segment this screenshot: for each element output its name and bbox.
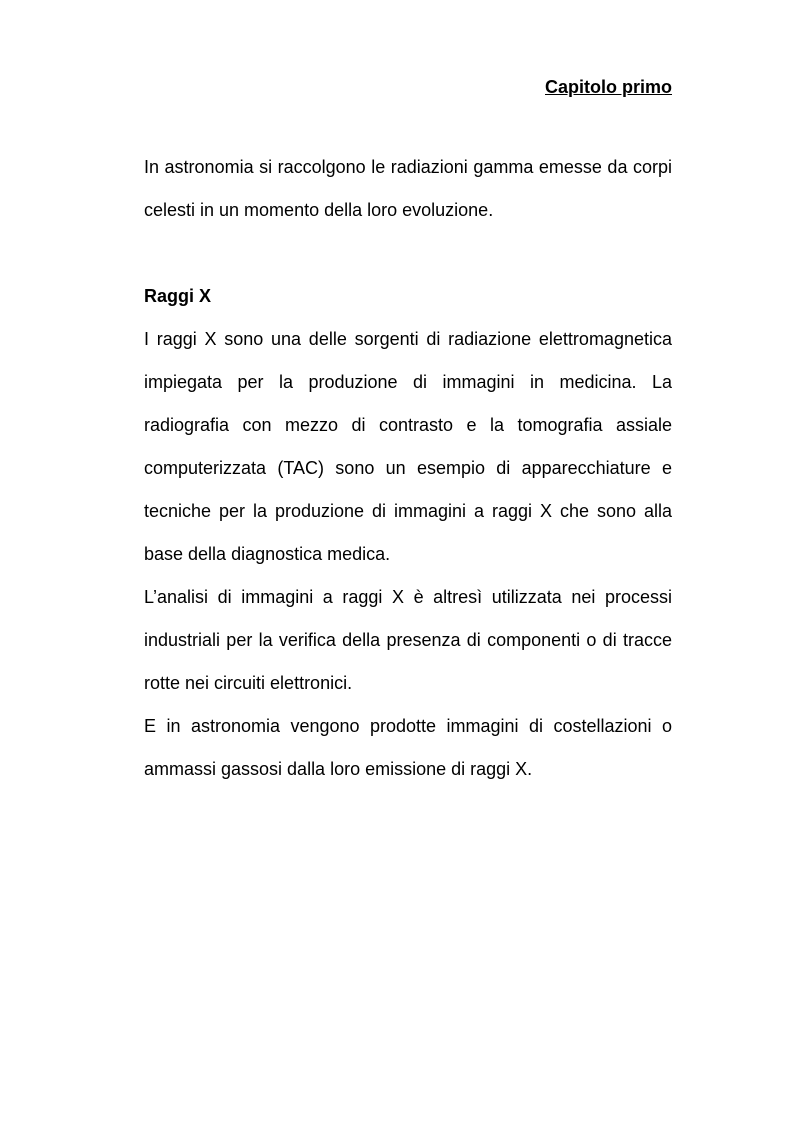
chapter-header: Capitolo primo [545, 77, 672, 97]
section-paragraph-2: L’analisi di immagini a raggi X è altresì utilizzata nei processi industriali per la verifica della presenza di componenti o di tracce rotte nei circuiti elettronici. [144, 587, 672, 693]
section-title: Raggi X [144, 286, 212, 306]
intro-paragraph: In astronomia si raccolgono le radiazioni gamma emesse da corpi celesti in un momento della loro evoluzione. [144, 157, 672, 220]
section-paragraph-3: E in astronomia vengono prodotte immagini di costellazioni o ammassi gassosi dalla loro emissione di raggi X. [144, 716, 672, 779]
section-paragraph-1: I raggi X sono una delle sorgenti di radiazione elettromagnetica impiegata per la produzione di immagini in medicina. La radiografia con mezzo di contrasto e la tomografia assiale computerizzata (TAC) sono un esempio di apparecchiature e tecniche per la produzione di immagini a raggi X che sono alla base della diagnostica medica. [144, 329, 672, 564]
